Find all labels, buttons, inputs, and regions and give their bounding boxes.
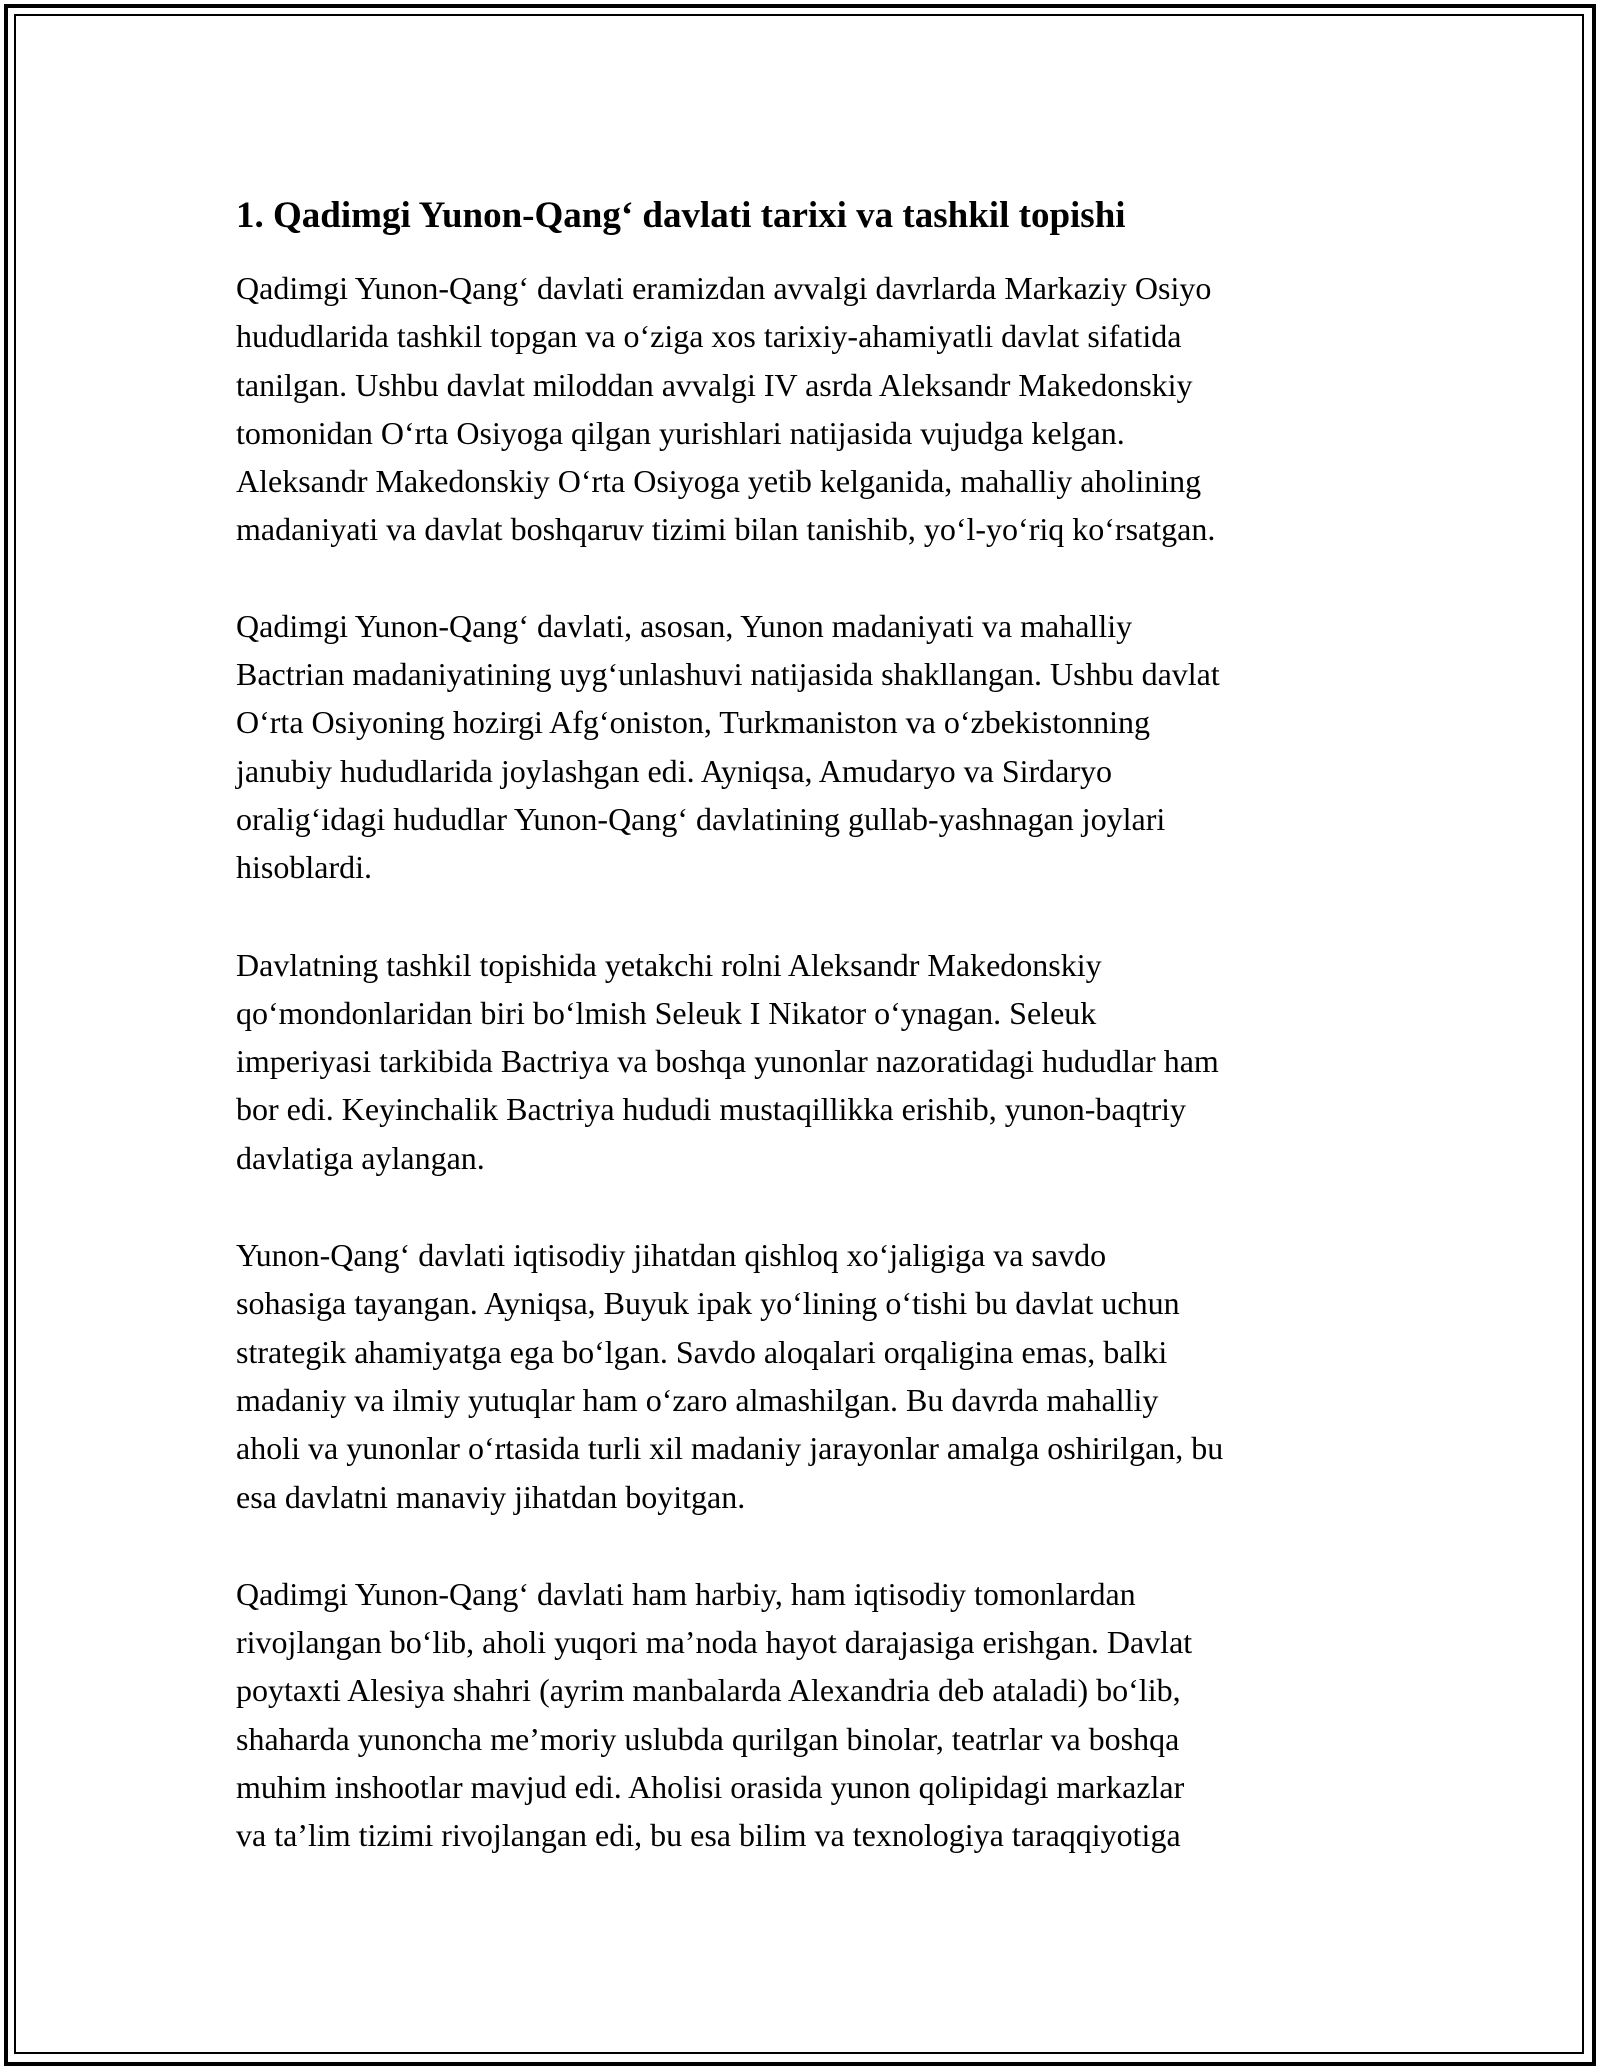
text-line: oralig‘idagi hududlar Yunon-Qang‘ davlatining gullab-yashnagan joylari	[236, 800, 1166, 837]
paragraph-1	[236, 264, 1376, 554]
text-line: madaniy va ilmiy yutuqlar ham o‘zaro almashilgan. Bu davrda mahalliy	[236, 1381, 1159, 1418]
text-line: madaniyati va davlat boshqaruv tizimi bilan tanishib, yo‘l-yo‘riq ko‘rsatgan.	[236, 511, 1216, 548]
paragraph-2	[236, 602, 1376, 892]
text-line: tanilgan. Ushbu davlat miloddan avvalgi IV asrda Aleksandr Makedonskiy	[236, 366, 1193, 403]
text-line: aholi va yunonlar o‘rtasida turli xil madaniy jarayonlar amalga oshirilgan, bu	[236, 1430, 1224, 1467]
document-body	[236, 188, 1376, 1860]
text-line: davlatiga aylangan.	[236, 1139, 485, 1176]
paragraph-5	[236, 1570, 1376, 1860]
text-line: qo‘mondonlaridan biri bo‘lmish Seleuk I Nikator o‘ynagan. Seleuk	[236, 994, 1097, 1031]
text-line: imperiyasi tarkibida Bactriya va boshqa yunonlar nazoratidagi hududlar ham	[236, 1043, 1219, 1080]
text-line: hududlarida tashkil topgan va o‘ziga xos tarixiy-ahamiyatli davlat sifatida	[236, 318, 1182, 355]
text-line: muhim inshootlar mavjud edi. Aholisi orasida yunon qolipidagi markazlar	[236, 1769, 1185, 1806]
text-line: Qadimgi Yunon-Qang‘ davlati, asosan, Yunon madaniyati va mahalliy	[236, 607, 1133, 644]
text-line: esa davlatni manaviy jihatdan boyitgan.	[236, 1478, 746, 1515]
text-line: bor edi. Keyinchalik Bactriya hududi mustaqillikka erishib, yunon-baqtriy	[236, 1091, 1187, 1128]
text-line: sohasiga tayangan. Ayniqsa, Buyuk ipak yo‘lining o‘tishi bu davlat uchun	[236, 1285, 1180, 1322]
section-heading: 1. Qadimgi Yunon-Qang‘ davlati tarixi va tashkil topishi	[236, 195, 1126, 236]
paragraph-3	[236, 941, 1376, 1182]
text-line: Aleksandr Makedonskiy O‘rta Osiyoga yetib kelganida, mahalliy aholining	[236, 463, 1202, 500]
text-line: Davlatning tashkil topishida yetakchi rolni Aleksandr Makedonskiy	[236, 946, 1102, 983]
text-line: tomonidan O‘rta Osiyoga qilgan yurishlari natijasida vujudga kelgan.	[236, 414, 1125, 451]
text-line: janubiy hududlarida joylashgan edi. Ayniqsa, Amudaryo va Sirdaryo	[236, 752, 1113, 789]
text-line: hisoblardi.	[236, 849, 372, 886]
text-line: shaharda yunoncha me’moriy uslubda qurilgan binolar, teatrlar va boshqa	[236, 1720, 1180, 1757]
text-line: Qadimgi Yunon-Qang‘ davlati eramizdan avvalgi davrlarda Markaziy Osiyo	[236, 270, 1212, 306]
text-line: strategik ahamiyatga ega bo‘lgan. Savdo aloqalari orqaligina emas, balki	[236, 1333, 1168, 1370]
text-line: Bactrian madaniyatining uyg‘unlashuvi natijasida shakllangan. Ushbu davlat	[236, 656, 1220, 693]
text-line: O‘rta Osiyoning hozirgi Afg‘oniston, Turkmaniston va o‘zbekistonning	[236, 704, 1151, 741]
text-line: Yunon-Qang‘ davlati iqtisodiy jihatdan qishloq xo‘jaligiga va savdo	[236, 1237, 1107, 1274]
text-line: va ta’lim tizimi rivojlangan edi, bu esa bilim va texnologiya taraqqiyotiga	[236, 1817, 1181, 1854]
paragraph-4	[236, 1231, 1376, 1521]
text-line: poytaxti Alesiya shahri (ayrim manbalarda Alexandria deb ataladi) bo‘lib,	[236, 1672, 1181, 1709]
text-line: rivojlangan bo‘lib, aholi yuqori ma’noda hayot darajasiga erishgan. Davlat	[236, 1624, 1193, 1661]
text-line: Qadimgi Yunon-Qang‘ davlati ham harbiy, ham iqtisodiy tomonlardan	[236, 1575, 1136, 1612]
